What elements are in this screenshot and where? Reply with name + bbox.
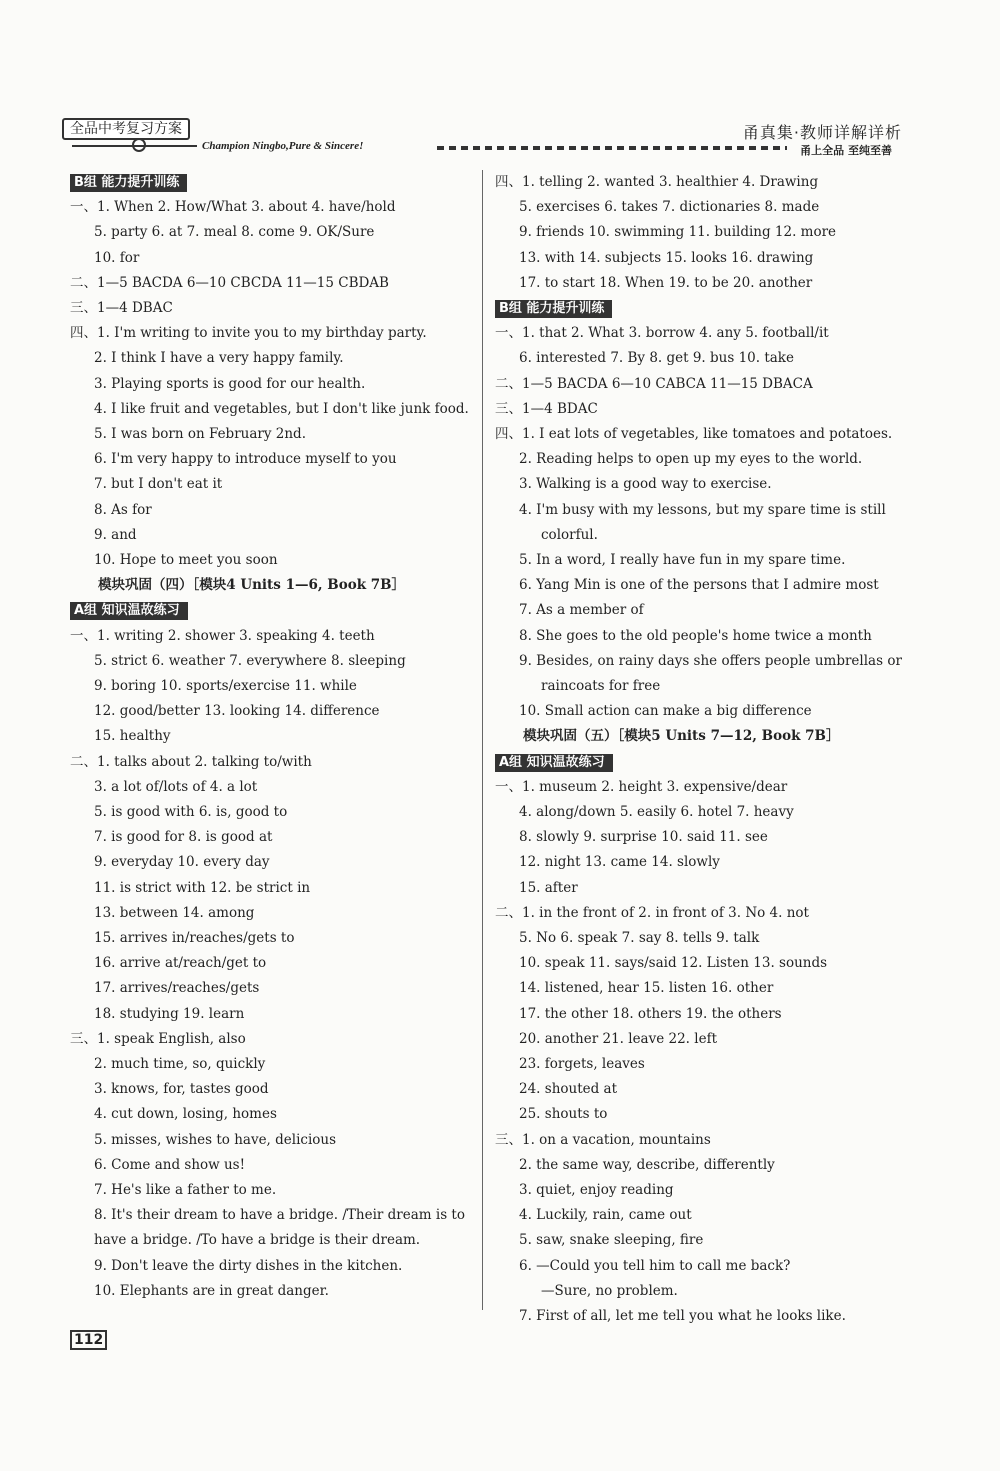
answer-line: 16. arrive at/reach/get to: [94, 955, 267, 972]
answer-line: 3. knows, for, tastes good: [94, 1081, 269, 1098]
page-header: [62, 118, 902, 157]
answer-line: 一、1. writing 2. shower 3. speaking 4. teeth: [70, 627, 375, 644]
group-label: A组 知识温故练习: [495, 754, 613, 772]
answer-line: 四、1. I eat lots of vegetables, like tomatoes and potatoes.: [495, 426, 893, 442]
answer-line: 5. No 6. speak 7. say 8. tells 9. talk: [519, 930, 760, 946]
answer-line: 三、1—4 BDAC: [495, 400, 598, 417]
answer-line: 17. to start 18. When 19. to be 20. another: [519, 274, 813, 291]
answer-line: 3. quiet, enjoy reading: [519, 1182, 674, 1198]
answer-line: 20. another 21. leave 22. left: [519, 1030, 717, 1047]
answer-line: 5. saw, snake sleeping, fire: [519, 1232, 704, 1249]
answer-line: 5. In a word, I really have fun in my spare time.: [519, 552, 846, 568]
answer-line: 23. forgets, leaves: [519, 1056, 645, 1072]
answer-line: 9. Don't leave the dirty dishes in the kitchen.: [94, 1257, 403, 1274]
answer-line: 2. Reading helps to open up my eyes to the world.: [519, 451, 863, 468]
header-brand-sub: 甬上全品 至纯至善: [800, 144, 892, 157]
answer-line: 12. night 13. came 14. slowly: [519, 854, 720, 871]
answer-line: 2. the same way, describe, differently: [519, 1156, 775, 1173]
group-label: A组 知识温故练习: [70, 602, 188, 620]
answer-line: 10. Small action can make a big difference: [519, 703, 812, 720]
answer-line: 15. arrives in/reaches/gets to: [94, 930, 295, 946]
answer-line: 12. good/better 13. looking 14. difference: [94, 703, 380, 720]
answer-line: 5. strict 6. weather 7. everywhere 8. sleeping: [94, 652, 406, 669]
series-logo: 全品中考复习方案: [62, 118, 190, 140]
page-number: 112: [70, 1330, 107, 1350]
answer-line: 4. along/down 5. easily 6. hotel 7. heavy: [519, 804, 794, 820]
group-label: B组 能力提升训练: [495, 300, 612, 318]
answer-line: 四、1. I'm writing to invite you to my birthday party.: [70, 325, 427, 342]
answer-line: 一、1. museum 2. height 3. expensive/dear: [495, 778, 788, 795]
answer-line: 15. healthy: [94, 728, 171, 745]
answer-line: 7. but I don't eat it: [94, 476, 223, 493]
group-heading: [495, 296, 612, 320]
answer-line: have a bridge. /To have a bridge is their dream.: [94, 1232, 421, 1249]
answer-line: 9. boring 10. sports/exercise 11. while: [94, 678, 357, 694]
answer-line: 7. First of all, let me tell you what he looks like.: [519, 1308, 846, 1324]
answer-line: 15. after: [519, 879, 578, 896]
answer-line: 6. Yang Min is one of the persons that I admire most: [519, 577, 879, 594]
column-divider: [482, 170, 483, 1310]
answer-line: 3. Playing sports is good for our health.: [94, 375, 366, 392]
answer-line: 8. As for: [94, 501, 152, 518]
answer-line: 一、1. that 2. What 3. borrow 4. any 5. football/it: [495, 325, 829, 342]
answer-line: 三、1. speak English, also: [70, 1030, 246, 1047]
group-label: B组 能力提升训练: [70, 174, 187, 192]
answer-line: 3. a lot of/lots of 4. a lot: [94, 778, 258, 795]
answer-line: 2. much time, so, quickly: [94, 1056, 266, 1072]
answer-line: 18. studying 19. learn: [94, 1005, 245, 1022]
section-title: 模块巩固（五）［模块5 Units 7—12, Book 7B］: [523, 728, 840, 745]
header-rule: [72, 145, 197, 147]
answer-line: 6. I'm very happy to introduce myself to you: [94, 451, 397, 468]
answer-line: 二、1. in the front of 2. in front of 3. No 4. not: [495, 904, 809, 921]
answer-line: 13. with 14. subjects 15. looks 16. drawing: [519, 249, 814, 266]
answer-line: 4. I like fruit and vegetables, but I don't like junk food.: [94, 400, 469, 417]
answer-line: 7. is good for 8. is good at: [94, 829, 273, 846]
answer-line: 8. She goes to the old people's home twice a month: [519, 627, 872, 644]
answer-line: 17. arrives/reaches/gets: [94, 980, 260, 997]
answer-line: raincoats for free: [541, 678, 661, 694]
answer-line: 4. Luckily, rain, came out: [519, 1207, 692, 1224]
header-tagline: Champion Ningbo,Pure & Sincere!: [202, 140, 364, 152]
header-dash-rule: [437, 146, 787, 150]
answer-line: 8. It's their dream to have a bridge. /Their dream is to: [94, 1207, 465, 1224]
answer-line: 9. Besides, on rainy days she offers people umbrellas or: [519, 652, 902, 669]
answer-line: 二、1. talks about 2. talking to/with: [70, 753, 312, 770]
answer-line: 10. for: [94, 249, 140, 266]
answer-line: 10. speak 11. says/said 12. Listen 13. sounds: [519, 955, 828, 972]
answer-line: —Sure, no problem.: [541, 1282, 678, 1299]
answer-line: 4. I'm busy with my lessons, but my spare time is still: [519, 501, 886, 518]
answer-line: 5. misses, wishes to have, delicious: [94, 1131, 337, 1148]
answer-line: 8. slowly 9. surprise 10. said 11. see: [519, 829, 768, 846]
answer-line: 4. cut down, losing, homes: [94, 1106, 277, 1123]
group-heading: [70, 598, 188, 622]
answer-line: 24. shouted at: [519, 1081, 618, 1098]
answer-line: 6. interested 7. By 8. get 9. bus 10. take: [519, 350, 794, 367]
answer-line: 10. Elephants are in great danger.: [94, 1282, 329, 1299]
answer-line: 7. He's like a father to me.: [94, 1182, 277, 1198]
answer-line: 9. everyday 10. every day: [94, 854, 270, 871]
answer-line: 10. Hope to meet you soon: [94, 552, 278, 568]
section-title: 模块巩固（四）［模块4 Units 1—6, Book 7B］: [98, 577, 406, 594]
answer-line: 14. listened, hear 15. listen 16. other: [519, 980, 774, 997]
answer-line: 5. exercises 6. takes 7. dictionaries 8. made: [519, 199, 820, 216]
answer-line: 三、1—4 DBAC: [70, 300, 173, 316]
answer-line: 7. As a member of: [519, 602, 644, 619]
answer-line: 13. between 14. among: [94, 904, 255, 921]
answer-line: 5. I was born on February 2nd.: [94, 426, 306, 442]
answer-line: 17. the other 18. others 19. the others: [519, 1005, 782, 1022]
answer-line: 6. —Could you tell him to call me back?: [519, 1257, 791, 1274]
answer-line: 5. party 6. at 7. meal 8. come 9. OK/Sure: [94, 224, 375, 241]
group-heading: [495, 750, 613, 774]
header-brand: 甬真集·教师详解详析: [742, 123, 902, 142]
answer-line: 9. friends 10. swimming 11. building 12. more: [519, 224, 837, 241]
answer-line: 一、1. When 2. How/What 3. about 4. have/hold: [70, 199, 396, 216]
answer-line: 9. and: [94, 526, 137, 543]
answer-line: 5. is good with 6. is, good to: [94, 804, 288, 820]
answer-line: 三、1. on a vacation, mountains: [495, 1131, 711, 1148]
answer-line: 6. Come and show us!: [94, 1156, 246, 1173]
answer-line: 11. is strict with 12. be strict in: [94, 879, 311, 896]
group-heading: [70, 170, 187, 194]
answer-line: 二、1—5 BACDA 6—10 CABCA 11—15 DBACA: [495, 375, 813, 392]
answer-line: 2. I think I have a very happy family.: [94, 350, 344, 367]
answer-line: 25. shouts to: [519, 1106, 608, 1123]
answer-line: 四、1. telling 2. wanted 3. healthier 4. Drawing: [495, 174, 819, 190]
answer-line: colorful.: [541, 526, 598, 543]
answer-line: 3. Walking is a good way to exercise.: [519, 476, 772, 493]
answer-line: 二、1—5 BACDA 6—10 CBCDA 11—15 CBDAB: [70, 274, 389, 291]
